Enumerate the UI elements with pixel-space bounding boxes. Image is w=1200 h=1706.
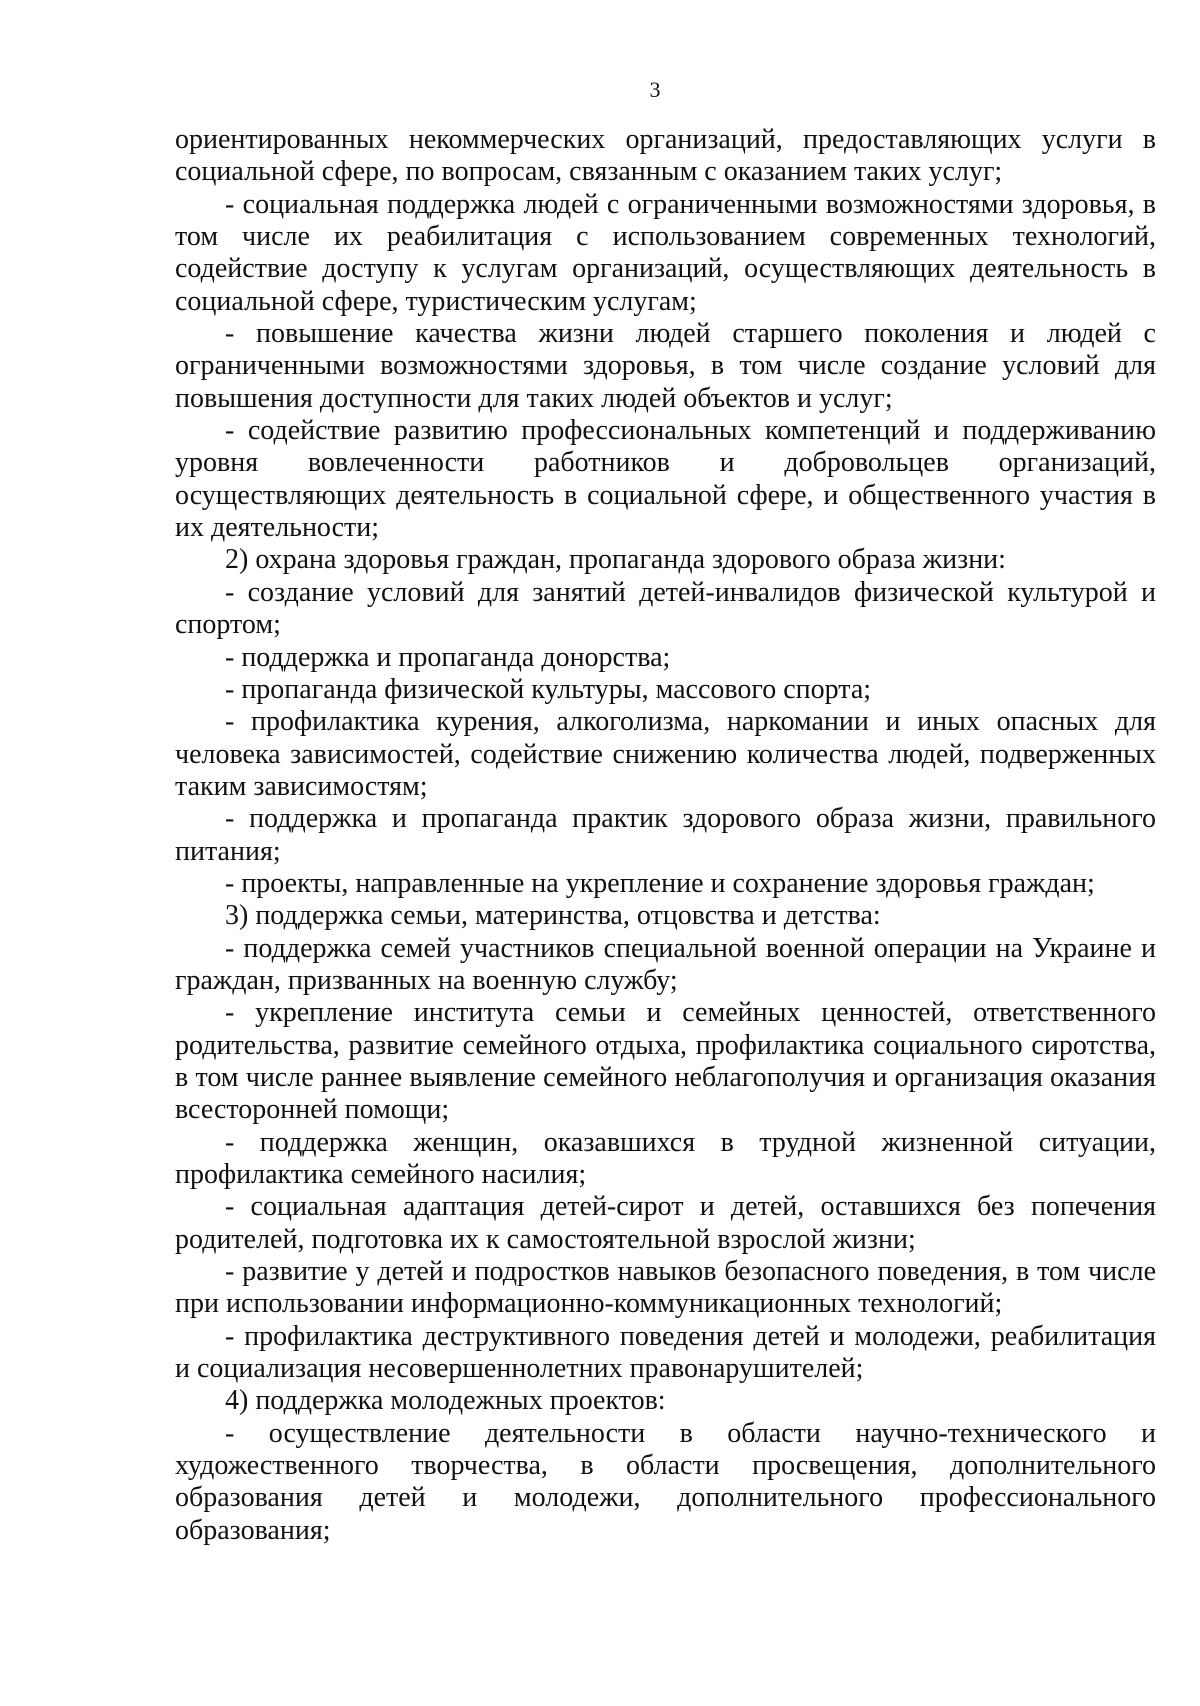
list-item: - поддержка женщин, оказавшихся в трудной жизненной ситуации, профилактика семейного насилия; — [175, 1126, 1156, 1190]
list-item: - социальная адаптация детей-сирот и детей, оставшихся без попечения родителей, подготовка их к самостоятельной взрослой жизни; — [175, 1191, 1156, 1255]
section-heading: 3) поддержка семьи, материнства, отцовства и детства: — [225, 900, 881, 932]
document-body — [175, 124, 1156, 1547]
paragraph: ориентированных некоммерческих организаций, предоставляющих услуги в социальной сфере, по вопросам, связанным с оказанием таких услуг; — [175, 124, 1156, 188]
list-item: - поддержка и пропаганда практик здорового образа жизни, правильного питания; — [175, 803, 1156, 867]
page-number: 3 — [649, 77, 661, 102]
section-heading: 2) охрана здоровья граждан, пропаганда здорового образа жизни: — [225, 544, 1006, 576]
list-item: - осуществление деятельности в области научно-технического и художественного творчества, в области просвещения, дополнительного образования детей и молодежи, дополнительного профессионального образования; — [175, 1417, 1156, 1546]
list-item: - социальная поддержка людей с ограниченными возможностями здоровья, в том числе их реабилитация с использованием современных технологий, содействие доступу к услугам организаций, осуществляющих деятельность в социальной сфере, туристическим услугам; — [175, 188, 1156, 317]
list-item: - поддержка семей участников специальной военной операции на Украине и граждан, призванных на военную службу; — [175, 932, 1156, 996]
list-item: - профилактика курения, алкоголизма, наркомании и иных опасных для человека зависимостей, содействие снижению количества людей, подверженных таким зависимостям; — [175, 706, 1156, 802]
list-item: - поддержка и пропаганда донорства; — [225, 641, 671, 673]
list-item: - развитие у детей и подростков навыков безопасного поведения, в том числе при использовании информационно-коммуникационных технологий; — [175, 1256, 1156, 1320]
list-item: - создание условий для занятий детей-инвалидов физической культурой и спортом; — [175, 576, 1156, 641]
section-heading: 4) поддержка молодежных проектов: — [225, 1385, 666, 1417]
list-item: - укрепление института семьи и семейных ценностей, ответственного родительства, развитие семейного отдыха, профилактика социального сиротства, в том числе раннее выявление семейного неблагополучия и организация оказания всесторонней помощи; — [175, 997, 1156, 1126]
list-item: - повышение качества жизни людей старшего поколения и людей с ограниченными возможностями здоровья, в том числе создание условий для повышения доступности для таких людей объектов и услуг; — [175, 318, 1156, 414]
list-item: - пропаганда физической культуры, массового спорта; — [225, 673, 872, 705]
list-item: - профилактика деструктивного поведения детей и молодежи, реабилитация и социализация несовершеннолетних правонарушителей; — [175, 1320, 1156, 1385]
list-item: - проекты, направленные на укрепление и сохранение здоровья граждан; — [225, 867, 1095, 899]
list-item: - содействие развитию профессиональных компетенций и поддерживанию уровня вовлеченности работников и добровольцев организаций, осуществляющих деятельность в социальной сфере, и общественного участия в их деятельности; — [175, 415, 1156, 544]
